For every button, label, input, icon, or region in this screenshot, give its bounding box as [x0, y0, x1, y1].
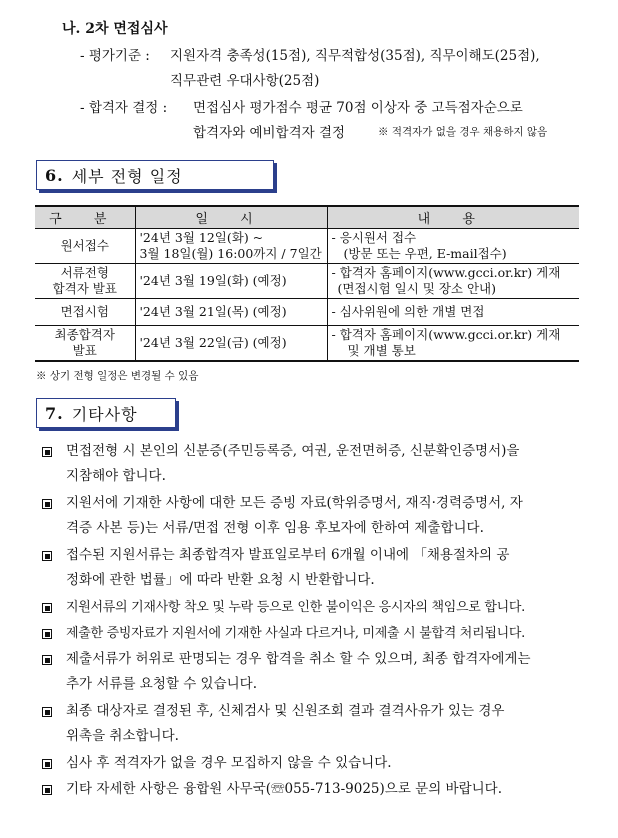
decision-note: ※ 적격자가 없을 경우 채용하지 않음	[378, 126, 548, 138]
section-6-title: 세부 전형 일정	[71, 166, 183, 186]
table-row	[35, 264, 579, 299]
row-content-line1: - 합격자 홈페이지(www.gcci.or.kr) 게재	[331, 327, 561, 342]
schedule-note: ※ 상기 전형 일정은 변경될 수 있음	[36, 370, 199, 382]
item-line1: 접수된 지원서류는 최종합격자 발표일로부터 6개월 이내에 「채용절차의 공	[66, 547, 510, 563]
header-content: 내 용	[327, 206, 579, 229]
row-content: - 심사위원에 의한 개별 면접	[327, 299, 579, 326]
item-line1: 최종 대상자로 결정된 후, 신체검사 및 신원조회 결과 결격사유가 있는 경우	[66, 703, 505, 719]
square-bullet-icon	[42, 655, 52, 665]
item-line2: 위촉을 취소합니다.	[66, 728, 179, 744]
row-content	[327, 326, 579, 362]
row-content-line2: (면접시험 일시 및 장소 안내)	[337, 281, 496, 296]
row-datetime: '24년 3월 19일(화) (예정)	[135, 264, 327, 299]
decision-line2: 합격자와 예비합격자 결정	[193, 125, 346, 141]
square-bullet-icon	[42, 785, 52, 795]
decision-line1: 면접심사 평가점수 평균 70점 이상자 중 고득점자순으로	[193, 100, 523, 116]
list-item	[66, 777, 586, 802]
item-line1: 제출한 증빙자료가 지원서에 기재한 사실과 다르거나, 미제출 시 불합격 처리됩니다.	[66, 626, 525, 641]
row-datetime: '24년 3월 22일(금) (예정)	[135, 326, 327, 362]
row-content-line2: 및 개별 통보	[347, 343, 416, 358]
row-content	[327, 264, 579, 299]
schedule-table	[35, 205, 579, 362]
square-bullet-icon	[42, 759, 52, 769]
row-category-line2: 합격자 발표	[52, 281, 117, 296]
row-category	[35, 326, 135, 362]
square-bullet-icon	[42, 499, 52, 509]
row-content	[327, 229, 579, 264]
item-line1: 제출서류가 허위로 판명되는 경우 합격을 취소 할 수 있으며, 최종 합격자에게는	[66, 651, 531, 667]
item-line1: 지원서류의 기재사항 착오 및 누락 등으로 인한 불이익은 응시자의 책임으로 합니다.	[66, 600, 525, 615]
table-row	[35, 326, 579, 362]
item-line1: 기타 자세한 사항은 융합원 사무국(☏055-713-9025)으로 문의 바랍니다.	[66, 781, 502, 797]
list-item	[66, 647, 586, 697]
square-bullet-icon	[42, 629, 52, 639]
list-item	[66, 621, 586, 646]
list-item	[66, 439, 586, 489]
item-line2: 격증 사본 등)는 서류/면접 전형 이후 임용 후보자에 한하여 제출합니다.	[66, 520, 484, 536]
square-bullet-icon	[42, 603, 52, 613]
row-date-line1: '24년 3월 12일(화) ~	[139, 230, 264, 245]
row-category: 면접시험	[35, 299, 135, 326]
item-line2: 추가 서류를 요청할 수 있습니다.	[66, 676, 257, 692]
row-content-line1: - 합격자 홈페이지(www.gcci.or.kr) 게재	[331, 265, 561, 280]
section-7-title: 기타사항	[71, 404, 138, 424]
criteria-line2: 직무관련 우대사항(25점)	[170, 73, 320, 89]
item-line1: 면접전형 시 본인의 신분증(주민등록증, 여권, 운전면허증, 신분확인증명서)을	[66, 443, 520, 459]
section-6-number: 6.	[45, 165, 64, 185]
schedule-header-row	[35, 206, 579, 229]
square-bullet-icon	[42, 551, 52, 561]
row-content-line2: (방문 또는 우편, E-mail접수)	[343, 246, 507, 261]
table-row	[35, 229, 579, 264]
header-datetime: 일 시	[135, 206, 327, 229]
list-item	[66, 595, 586, 620]
row-content-line1: - 응시원서 접수	[331, 230, 417, 245]
row-datetime: '24년 3월 21일(목) (예정)	[135, 299, 327, 326]
item-line1: 지원서에 기재한 사항에 대한 모든 증빙 자료(학위증명서, 재직·경력증명서, 자	[66, 495, 523, 511]
square-bullet-icon	[42, 707, 52, 717]
row-datetime	[135, 229, 327, 264]
item-line2: 지참해야 합니다.	[66, 468, 166, 484]
section-6-heading	[36, 160, 274, 190]
section-7-number: 7.	[45, 403, 64, 423]
row-category-line2: 발표	[72, 343, 97, 358]
criteria-line1: 지원자격 충족성(15점), 직무적합성(35점), 직무이해도(25점),	[170, 48, 540, 64]
table-row	[35, 299, 579, 326]
section-7-heading	[36, 398, 176, 428]
row-category-line1: 서류전형	[60, 265, 109, 280]
decision-label: - 합격자 결정 :	[80, 100, 168, 116]
item-line1: 심사 후 적격자가 없을 경우 모집하지 않을 수 있습니다.	[66, 755, 392, 771]
list-item	[66, 699, 586, 749]
row-category: 원서접수	[35, 229, 135, 264]
list-item	[66, 543, 586, 593]
interview-heading: 나. 2차 면접심사	[62, 21, 168, 37]
row-date-line2: 3월 18일(월) 16:00까지 / 7일간	[139, 246, 322, 261]
item-line2: 정화에 관한 법률」에 따라 반환 요청 시 반환합니다.	[66, 572, 375, 588]
criteria-label: - 평가기준 :	[80, 48, 150, 64]
header-category: 구 분	[35, 206, 135, 229]
row-category	[35, 264, 135, 299]
square-bullet-icon	[42, 447, 52, 457]
list-item	[66, 751, 586, 776]
list-item	[66, 491, 586, 541]
row-category-line1: 최종합격자	[54, 327, 115, 342]
